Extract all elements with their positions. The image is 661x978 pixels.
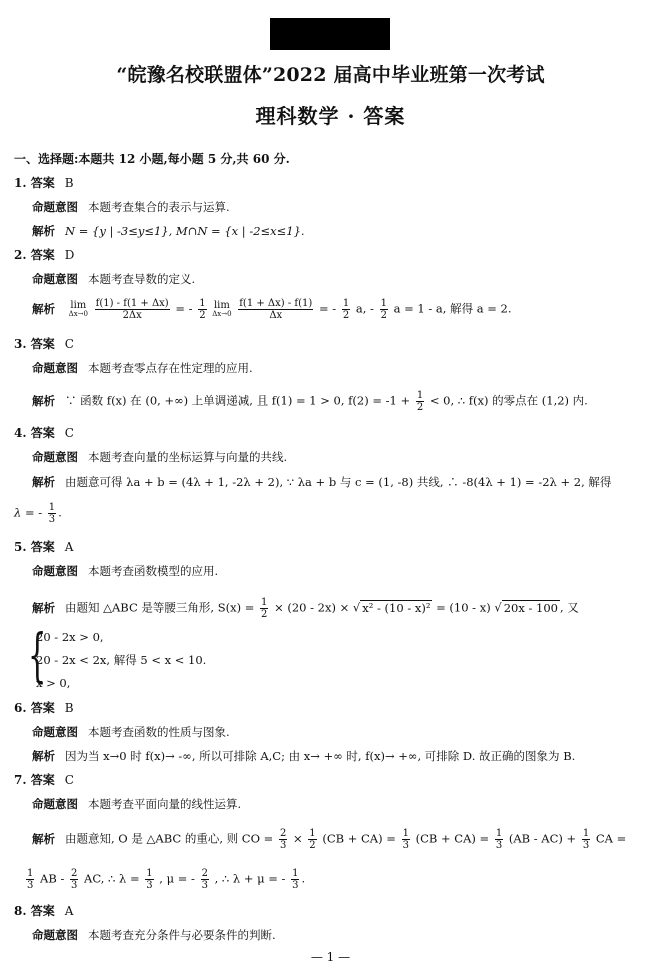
item-6-analysis: 解析 因为当 x→0 时 f(x)→ -∞, 所以可排除 A,C; 由 x→ +∞ 时, f(x)→ +∞, 可排除 D. 故正确的图象为 B. [32, 749, 576, 763]
fraction: $\frac{1}{2}$ [199, 298, 206, 321]
item-1-intent: 命题意图 本题考查集合的表示与运算. [32, 200, 230, 214]
item-4-answer-line: 4. 答案 C [14, 426, 74, 440]
square-root: 20x - 100 [503, 600, 558, 615]
item-7-intent: 命题意图 本题考查平面向量的线性运算. [32, 797, 242, 811]
item-4-analysis: 解析 由题意可得 λa + b = (4λ + 1, -2λ + 2), ∵ λa + b 与 c = (1, -8) 共线, ∴ -8(4λ + 1) = -2λ + 2, 解得 [32, 475, 612, 489]
fraction: $\frac{1}{3}$ [146, 868, 153, 891]
fraction: $\frac{1}{3}$ [495, 828, 503, 851]
fraction: $\frac{f(1 + \Delta x) - f(1)}{\Delta x}$ [239, 298, 313, 321]
system-brace: { [28, 621, 47, 689]
item-6-intent: 命题意图 本题考查函数的性质与图象. [32, 725, 230, 739]
item-2-intent: 命题意图 本题考查导数的定义. [32, 272, 196, 286]
item-1-analysis: 解析 N = {y | -3≤y≤1}, M∩N = {x | -2≤x≤1}. [32, 224, 305, 238]
fraction: $\frac{1}{3}$ [292, 868, 299, 891]
limit-symbol: lim Δx→0 [68, 299, 88, 318]
system-line-3: x > 0, [36, 676, 71, 690]
item-6-answer-line: 6. 答案 B [14, 701, 74, 715]
fraction: $\frac{1}{2}$ [416, 390, 424, 413]
page-number: — 1 — [310, 950, 351, 964]
item-2-answer-line: 2. 答案 D [14, 248, 75, 262]
system-line-1: 20 - 2x > 0, [36, 630, 104, 644]
fraction: $\frac{1}{2}$ [309, 828, 316, 851]
square-root: x² - (10 - x)² [362, 600, 431, 615]
page-title: “皖豫名校联盟体”2022 届高中毕业班第一次考试 [116, 64, 545, 86]
item-7-answer-line: 7. 答案 C [14, 773, 74, 787]
fraction: $\frac{1}{3}$ [48, 502, 56, 525]
section-heading: 一、选择题:本题共 12 小题,每小题 5 分,共 60 分. [14, 152, 290, 166]
item-8-intent: 命题意图 本题考查充分条件与必要条件的判断. [32, 928, 276, 942]
page-subtitle: 理科数学 · 答案 [255, 104, 406, 128]
fraction: $\frac{1}{3}$ [402, 828, 409, 851]
item-4-analysis-cont: λ = - $\frac{1}{3}$ . [14, 502, 62, 525]
fraction: $\frac{1}{2}$ [342, 298, 350, 321]
item-2-analysis: 解析 lim Δx→0 $\frac{f(1) - f(1 + \Delta x)}{2\Delta x}$ = - $\frac{1}{2}$ lim Δx→0 $\frac{f(1 + \Delta x) - f(1)}{\Delta x}$ = - $\frac{1}{2}$ a, - $\frac{1}{2}$ a = 1 - a, 解得 a = 2. [32, 298, 512, 321]
system-line-2: 20 - 2x < 2x, 解得 5 < x < 10. [36, 653, 207, 667]
item-4-intent: 命题意图 本题考查向量的坐标运算与向量的共线. [32, 450, 288, 464]
item-8-answer-line: 8. 答案 A [14, 904, 74, 918]
fraction: $\frac{f(1) - f(1 + \Delta x)}{2\Delta x}$ [95, 298, 169, 321]
item-5-analysis: 解析 由题知 △ABC 是等腰三角形, S(x) = $\frac{1}{2}$ × (20 - 2x) × √ x² - (10 - x)² = (10 - x) √ 20x - 100 , 又 [32, 597, 579, 620]
limit-symbol: lim Δx→0 [212, 299, 232, 318]
item-5-intent: 命题意图 本题考查函数模型的应用. [32, 564, 219, 578]
fraction: $\frac{2}{3}$ [201, 868, 208, 891]
item-3-answer-line: 3. 答案 C [14, 337, 74, 351]
redacted-block [270, 18, 390, 50]
fraction: $\frac{2}{3}$ [71, 868, 78, 891]
item-5-answer-line: 5. 答案 A [14, 540, 74, 554]
fraction: $\frac{1}{3}$ [582, 828, 590, 851]
item-3-analysis: 解析 ∵ 函数 f(x) 在 (0, +∞) 上单调递减, 且 f(1) = 1 > 0, f(2) = -1 + $\frac{1}{2}$ < 0, ∴ f(x) 的零点在 (1,2) 内. [32, 390, 588, 413]
fraction: $\frac{1}{3}$ [27, 868, 34, 891]
item-1-answer-line: 1. 答案 B [14, 176, 74, 190]
item-7-analysis: 解析 由题意知, O 是 △ABC 的重心, 则 CO = $\frac{2}{3}$ × $\frac{1}{2}$ (CB + CA) = $\frac{1}{3}$ (CB + CA) = $\frac{1}{3}$ (AB - AC) + $\frac{1}{3}$ CA = [32, 828, 627, 851]
fraction: $\frac{1}{2}$ [261, 597, 268, 620]
item-7-analysis-cont: $\frac{1}{3}$ AB - $\frac{2}{3}$ AC, ∴ λ = $\frac{1}{3}$ , μ = - $\frac{2}{3}$ , ∴ λ + μ = - $\frac{1}{3}$ . [27, 868, 306, 891]
item-3-intent: 命题意图 本题考查零点存在性定理的应用. [32, 361, 253, 375]
fraction: $\frac{2}{3}$ [279, 828, 287, 851]
fraction: $\frac{1}{2}$ [380, 298, 387, 321]
